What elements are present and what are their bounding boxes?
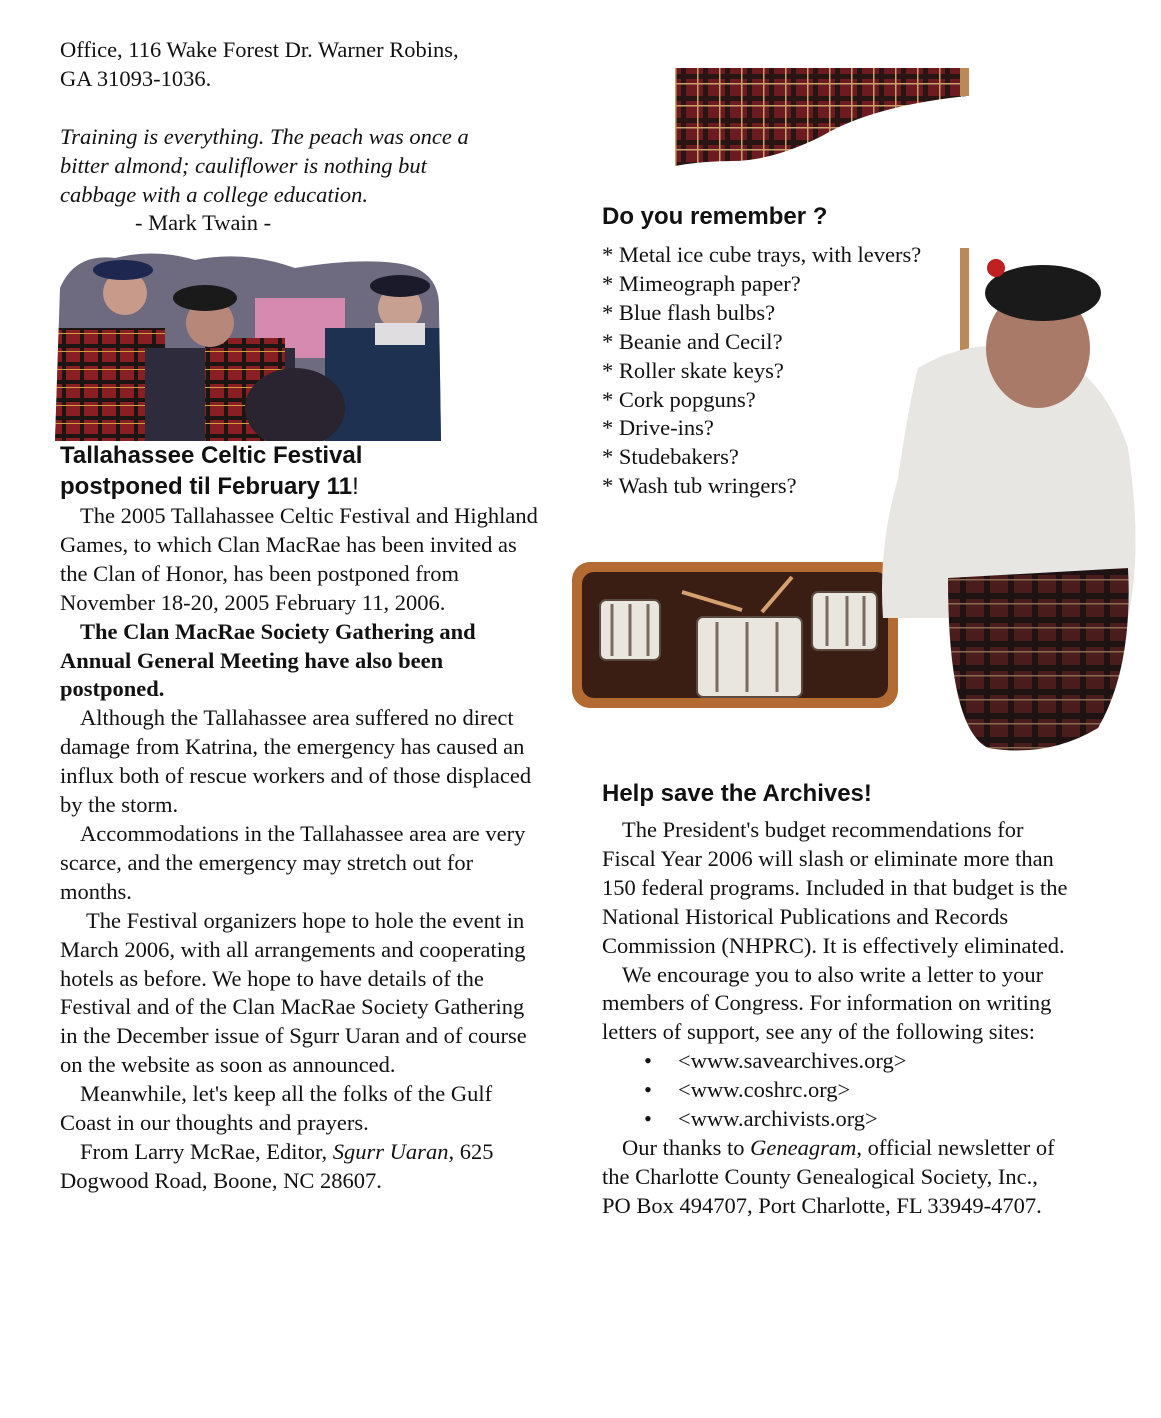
bullet-icon: •	[644, 1077, 652, 1103]
office-address	[60, 36, 540, 94]
remember-list	[602, 241, 972, 501]
bullet-icon: •	[644, 1048, 652, 1074]
thanks-prefix: Our thanks to	[622, 1134, 751, 1160]
list-item	[602, 1047, 1072, 1076]
festival-heading-bang: !	[352, 473, 359, 500]
archives-para-2: We encourage you to also write a letter to your members of Congress. For information on writing letters of support, see any of the following sites:	[602, 961, 1052, 1045]
link-archivists[interactable]: <www.archivists.org>	[678, 1106, 878, 1132]
archives-link-list	[602, 1047, 1072, 1134]
festival-heading-line-2	[60, 471, 540, 502]
list-item: * Metal ice cube trays, with levers?	[602, 242, 922, 267]
festival-para-3: Although the Tallahassee area suffered no direct damage from Katrina, the emergency has caused an influx both of rescue workers and of those displaced by the storm.	[60, 705, 532, 818]
festival-para-2: The Clan MacRae Society Gathering and Annual General Meeting have also been postponed.	[60, 618, 476, 702]
editor-suffix: , 625 Dogwood Road, Boone, NC 28607.	[60, 1138, 494, 1193]
list-item	[602, 1105, 1072, 1134]
list-item: * Wash tub wringers?	[602, 473, 797, 499]
festival-heading-line-1: Tallahassee Celtic Festival	[60, 442, 363, 469]
archives-para-1: The President's budget recommendations for Fiscal Year 2006 will slash or eliminate more than 150 federal programs. Included in that budget is the National Historical Publications and Records Commission (NHPRC). It is effectively eliminated.	[602, 817, 1068, 958]
quote-line-3: cabbage with a college education.	[60, 181, 369, 207]
list-item: * Blue flash bulbs?	[602, 299, 776, 325]
festival-para-7	[60, 1138, 540, 1196]
festival-article	[60, 502, 540, 1196]
quote-line-2: bitter almond; cauliflower is nothing but	[60, 152, 427, 178]
tartan-banner	[672, 66, 972, 226]
list-item: * Roller skate keys?	[602, 357, 784, 383]
address-line-2: GA 31093-1036.	[60, 65, 212, 91]
list-item: * Beanie and Cecil?	[602, 328, 783, 354]
geneagram-name: Geneagram	[750, 1134, 857, 1160]
thanks-suffix: , official newsletter of the Charlotte County Genealogical Society, Inc., PO Box 494707, Port Charlotte, FL 33949-4707.	[602, 1134, 1055, 1218]
link-savearchives[interactable]: <www.savearchives.org>	[678, 1048, 907, 1074]
drummers-photo	[572, 562, 898, 708]
archives-article	[602, 816, 1072, 1221]
festival-para-4: Accommodations in the Tallahassee area are very scarce, and the emergency may stretch out for months.	[60, 820, 526, 904]
bullet-icon: •	[644, 1106, 652, 1132]
list-item: * Cork popguns?	[602, 386, 756, 412]
list-item: * Drive-ins?	[602, 415, 714, 441]
newsletter-name: Sgurr Uaran	[332, 1138, 449, 1164]
festival-para-1: The 2005 Tallahassee Celtic Festival and Highland Games, to which Clan MacRae has been invited as the Clan of Honor, has been postponed from November 18-20, 2005 February 11, 2006.	[60, 503, 538, 615]
list-item: * Mimeograph paper?	[602, 270, 801, 296]
quote-author: - Mark Twain -	[135, 210, 272, 235]
archives-thanks	[602, 1134, 1072, 1221]
festival-para-6: Meanwhile, let's keep all the folks of the Gulf Coast in our thoughts and prayers.	[60, 1081, 493, 1136]
link-coshrc[interactable]: <www.coshrc.org>	[678, 1077, 851, 1103]
festival-para-5: The Festival organizers hope to hole the event in March 2006, with all arrangements and cooperating hotels as before. We hope to have details of the Festival and of the Clan MacRae Society Gathering in the December issue of Sgurr Uaran and of course on the website as soon as announced.	[60, 907, 527, 1078]
archives-heading: Help save the Archives!	[602, 780, 872, 807]
address-line-1: Office, 116 Wake Forest Dr. Warner Robins,	[60, 37, 459, 62]
twain-quote	[60, 123, 550, 210]
remember-heading: Do you remember ?	[602, 203, 828, 230]
editor-prefix: From Larry McRae, Editor,	[80, 1138, 333, 1164]
festival-heading	[60, 440, 540, 502]
list-item: * Studebakers?	[602, 444, 739, 470]
list-item	[602, 1076, 1072, 1105]
highlanders-photo	[55, 248, 441, 441]
festival-heading-date: postponed til February 11	[60, 473, 353, 500]
quote-line-1: Training is everything. The peach was once a	[60, 124, 469, 149]
